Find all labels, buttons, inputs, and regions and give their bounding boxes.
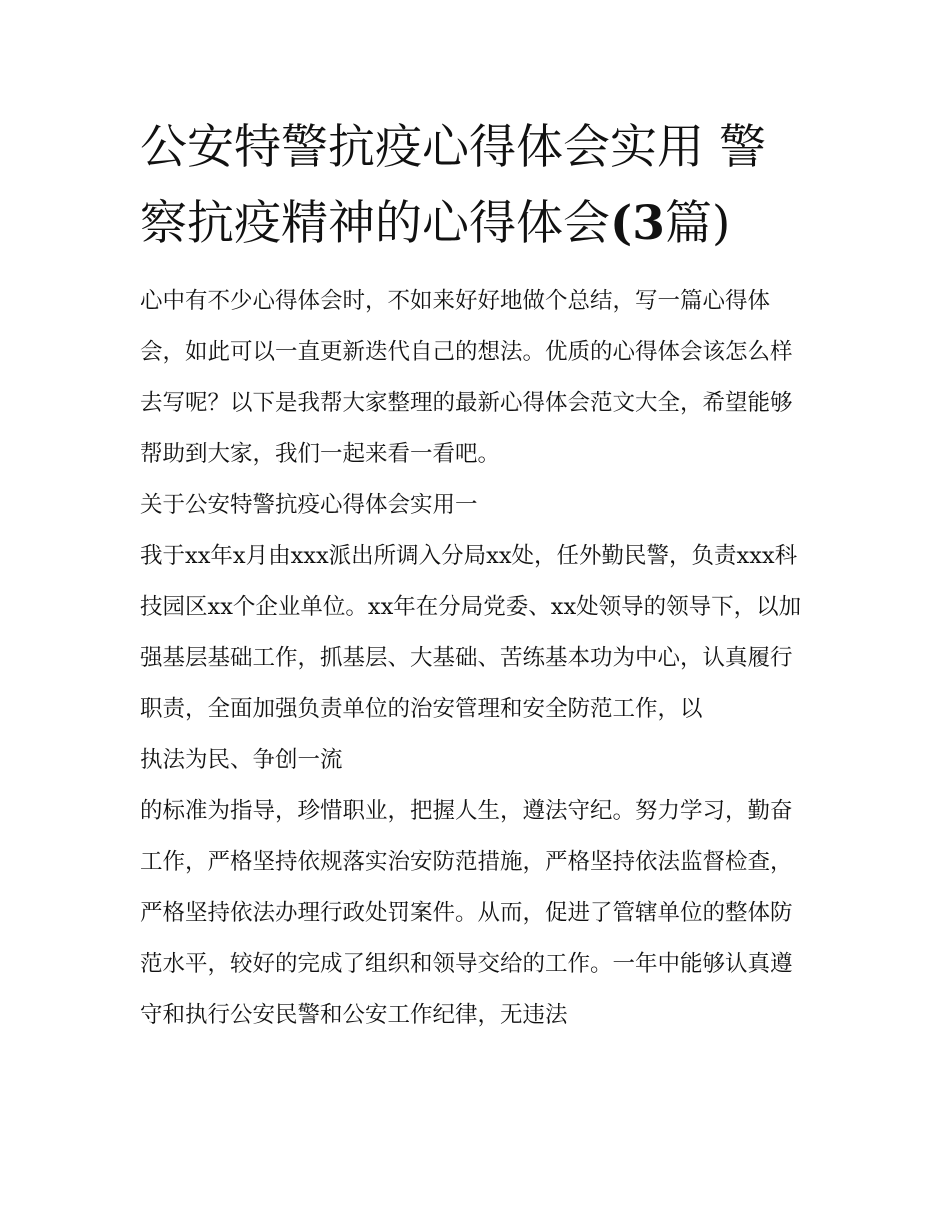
- body-paragraph: 的标准为指导，珍惜职业，把握人生，遵法守纪。努力学习，勤奋工作，严格坚持依规落实治安防范措施，严格坚持依法监督检查，严格坚持依法办理行政处罚案件。从而，促进了管辖单位的整体防范水平，较好的完成了组织和领导交给的工作。一年中能够认真遵守和执行公安民警和公安工作纪律，无违法: [140, 798, 793, 1028]
- document-title: [140, 110, 812, 262]
- title-suffix: 篇): [664, 196, 731, 251]
- document-content: [140, 110, 812, 1041]
- document-body: [140, 276, 812, 1041]
- intro-paragraph: 心中有不少心得体会时，不如来好好地做个总结，写一篇心得体会，如此可以一直更新迭代自己的想法。优质的心得体会该怎么样去写呢？以下是我帮大家整理的最新心得体会范文大全，希望能够帮助到大家，我们一起来看一看吧。: [140, 288, 793, 467]
- title-count: (3: [610, 196, 665, 251]
- title-text: 公安特警抗疫心得体会实用 警察抗疫精神的心得体会: [140, 120, 766, 251]
- section-heading: 关于公安特警抗疫心得体会实用一: [140, 492, 478, 518]
- body-paragraph: 执法为民、争创一流: [140, 747, 343, 773]
- body-paragraph: 我于xx年x月由xxx派出所调入分局xx处，任外勤民警，负责xxx科技园区xx个企业单位。xx年在分局党委、xx处领导的领导下，以加强基层基础工作，抓基层、大基础、苦练基本功为中心，认真履行职责，全面加强负责单位的治安管理和安全防范工作，以: [140, 543, 802, 722]
